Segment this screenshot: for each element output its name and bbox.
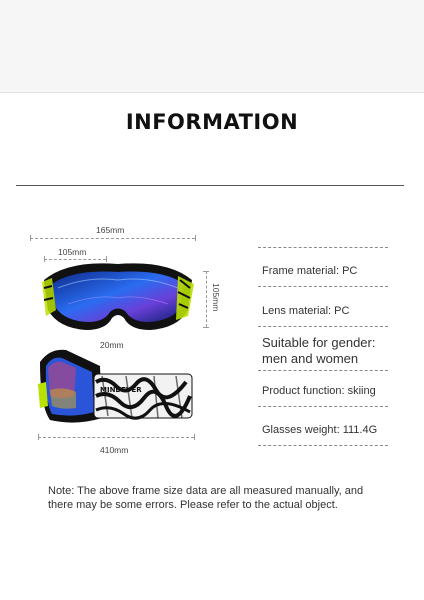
spec-lens-material: Lens material: PC [262, 305, 350, 317]
page-title: INFORMATION [125, 110, 299, 134]
side-length-line [38, 437, 194, 438]
spec-divider [258, 406, 388, 407]
lens-width-label: 105mm [58, 247, 87, 257]
spec-weight: Glasses weight: 111.4G [262, 424, 378, 436]
dim-tick [203, 327, 209, 328]
spec-function: Product function: skiing [262, 385, 376, 397]
dim-tick [194, 434, 195, 440]
dim-tick [30, 235, 31, 241]
spec-divider [258, 326, 388, 327]
goggles-front-image [38, 258, 198, 338]
side-length-label: 410mm [100, 445, 129, 455]
spec-divider [258, 445, 388, 446]
measurement-note [48, 484, 388, 512]
dim-tick [38, 434, 39, 440]
overall-width-line [30, 238, 195, 239]
title-divider [16, 185, 404, 186]
goggles-side-image [36, 346, 196, 428]
spec-gender [262, 335, 375, 367]
height-label: 105mm [211, 283, 221, 312]
bridge-label: 20mm [100, 340, 124, 350]
note-line-1: Note: The above frame size data are all measured manually, and [48, 485, 364, 497]
strap-text: MINDEVER [100, 386, 142, 394]
spec-frame-material: Frame material: PC [262, 265, 358, 277]
dim-tick [203, 271, 209, 272]
overall-width-label: 165mm [96, 225, 125, 235]
top-band-border [0, 92, 424, 93]
dim-tick [195, 235, 196, 241]
spec-divider [258, 247, 388, 248]
spec-divider [258, 370, 388, 371]
top-band [0, 0, 424, 92]
spec-gender-value: men and women [262, 351, 359, 366]
spec-divider [258, 286, 388, 287]
spec-gender-label: Suitable for gender: [262, 335, 376, 350]
height-line [206, 271, 207, 327]
note-line-2: there may be some errors. Please refer to the actual object. [48, 499, 338, 511]
